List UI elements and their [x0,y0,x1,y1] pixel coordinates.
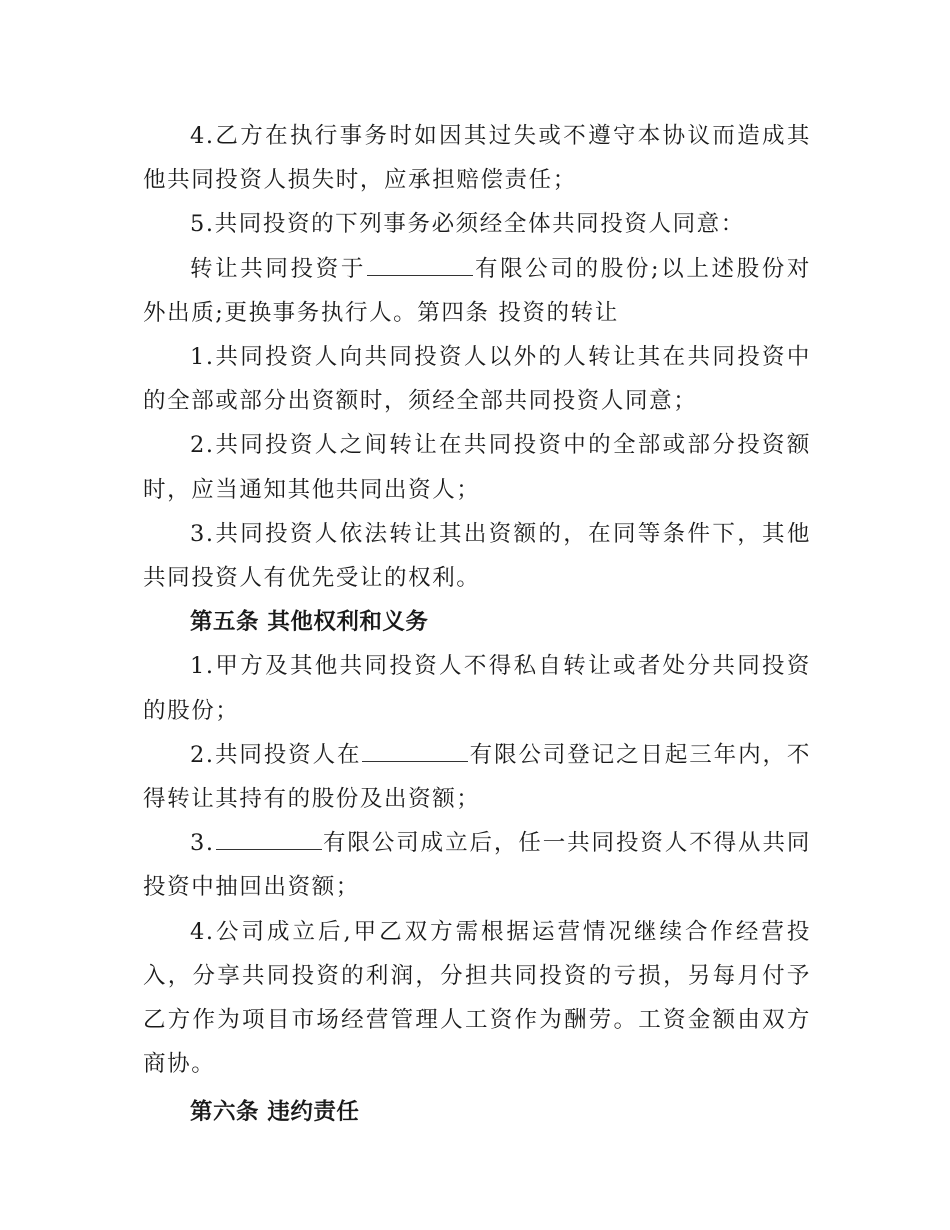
clause-text: 有限公司登记之日起三年内，不得转让其持有的股份及出资额； [143,741,811,813]
clause-paragraph: 3.共同投资人依法转让其出资额的，在同等条件下，其他共同投资人有优先受让的权利。 [143,520,811,592]
clause-text: 有限公司的股份;以上述股份对外出质;更换事务执行人。第四条 投资的转让 [143,255,812,326]
article-heading: 第五条 其他权利和义务 [190,609,429,636]
clause-paragraph: 2.共同投资人之间转让在共同投资中的全部或部分投资额时，应当通知其他共同出资人； [143,432,811,503]
clause-paragraph [143,733,811,821]
clause-paragraph: 4.乙方在执行事务时如因其过失或不遵守本协议而造成其他共同投资人损失时，应承担赔偿责任； [143,123,811,194]
clause-paragraph: 4.公司成立后,甲乙双方需根据运营情况继续合作经营投入，分享共同投资的利润，分担共同投资的亏损，另每月付予乙方作为项目市场经营管理人工资作为酬劳。工资金额由双方商协。 [143,918,811,1078]
fill-in-blank [367,253,473,276]
fill-in-blank [216,827,322,850]
clause-text: 转让共同投资于 [190,255,366,282]
fill-in-blank [362,739,468,762]
clause-text: 2.共同投资人在 [190,741,362,768]
clause-paragraph: 1.甲方及其他共同投资人不得私自转让或者处分共同投资的股份； [143,653,811,724]
clause-paragraph [143,821,811,909]
clause-text: 3. [190,830,215,857]
clause-paragraph [143,247,811,335]
document-body [143,114,811,1135]
clause-paragraph: 5.共同投资的下列事务必须经全体共同投资人同意： [190,211,745,238]
clause-text: 有限公司成立后，任一共同投资人不得从共同投资中抽回出资额； [143,830,811,901]
clause-paragraph: 1.共同投资人向共同投资人以外的人转让其在共同投资中的全部或部分出资额时，须经全部共同投资人同意； [143,344,811,415]
article-heading: 第六条 违约责任 [190,1099,360,1126]
